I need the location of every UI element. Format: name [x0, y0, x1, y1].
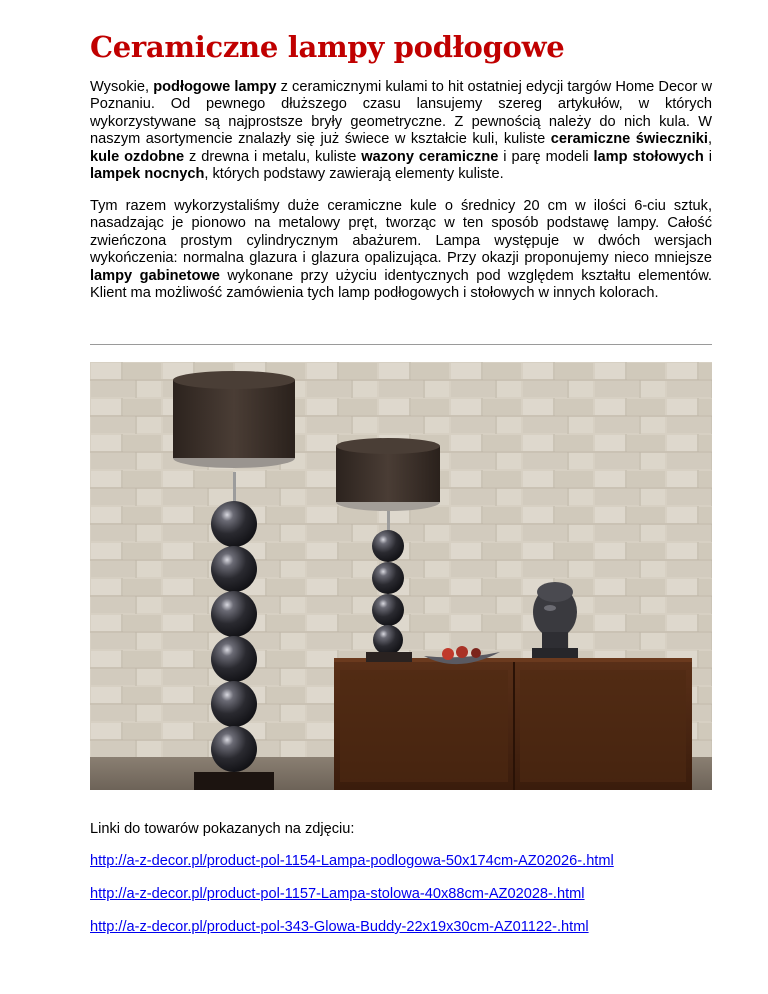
product-link-table-lamp[interactable]: http://a-z-decor.pl/product-pol-1157-Lampa-stolowa-40x88cm-AZ02028-.html: [90, 886, 585, 902]
text-run: i: [703, 148, 712, 165]
links-heading: Linki do towarów pokazanych na zdjęciu:: [90, 821, 355, 837]
text-run: z ceramicznymi kulami to hit ostatniej edycji targów Home Decor w Poznaniu. Od pewnego dłuższego czasu lansujemy szereg artykułów, w których wykorzystywane są najprostsze bryły geometryczne. Z pewnością należy do nich kula. W naszym asortymencie znalazły się już świece w kształcie kuli, kuliste: [90, 79, 712, 148]
bold-keyword: kule ozdobne: [90, 148, 185, 165]
text-run: z drewna i metalu, kuliste: [184, 148, 362, 165]
bold-keyword: lamp stołowych: [593, 148, 704, 165]
text-run: Tym razem wykorzystaliśmy duże ceramiczne kule o średnicy 20 cm w ilości 6-ciu sztuk, nasadzając je pionowo na metalowy pręt, tworząc w ten sposób podstawę lampy. Całość zwieńczona prostym cylindrycznym abażurem. Lampa występuje w dwóch wersjach wykończenia: normalna glazura i glazura opalizująca. Przy okazji proponujemy nieco mniejsze: [90, 198, 712, 267]
bold-keyword: lampy gabinetowe: [90, 267, 220, 284]
bold-keyword: wazony ceramiczne: [361, 148, 499, 165]
bold-keyword: lampek nocnych: [90, 166, 205, 183]
text-run: , których podstawy zawierają elementy kuliste.: [204, 166, 504, 183]
text-run: ,: [707, 131, 712, 148]
product-link-floor-lamp[interactable]: http://a-z-decor.pl/product-pol-1154-Lampa-podlogowa-50x174cm-AZ02026-.html: [90, 853, 614, 869]
text-run: i parę modeli: [498, 148, 594, 165]
intro-paragraph: [90, 79, 712, 183]
horizontal-divider: [90, 344, 712, 345]
bold-keyword: ceramiczne świeczniki: [550, 131, 708, 148]
text-run: Wysokie,: [90, 79, 154, 95]
product-photo: [90, 362, 712, 790]
text-run: wykonane przy użyciu identycznych pod względem kształtu elementów. Klient ma możliwość zamówienia tych lamp podłogowych i stołowych w innych kolorach.: [90, 267, 712, 302]
cabinet: [334, 658, 692, 790]
bold-keyword: podłogowe lampy: [153, 79, 277, 95]
description-paragraph: [90, 198, 712, 302]
page-title: Ceramiczne lampy podłogowe: [90, 30, 565, 64]
product-link-buddha-head[interactable]: http://a-z-decor.pl/product-pol-343-Glowa-Buddy-22x19x30cm-AZ01122-.html: [90, 919, 589, 935]
